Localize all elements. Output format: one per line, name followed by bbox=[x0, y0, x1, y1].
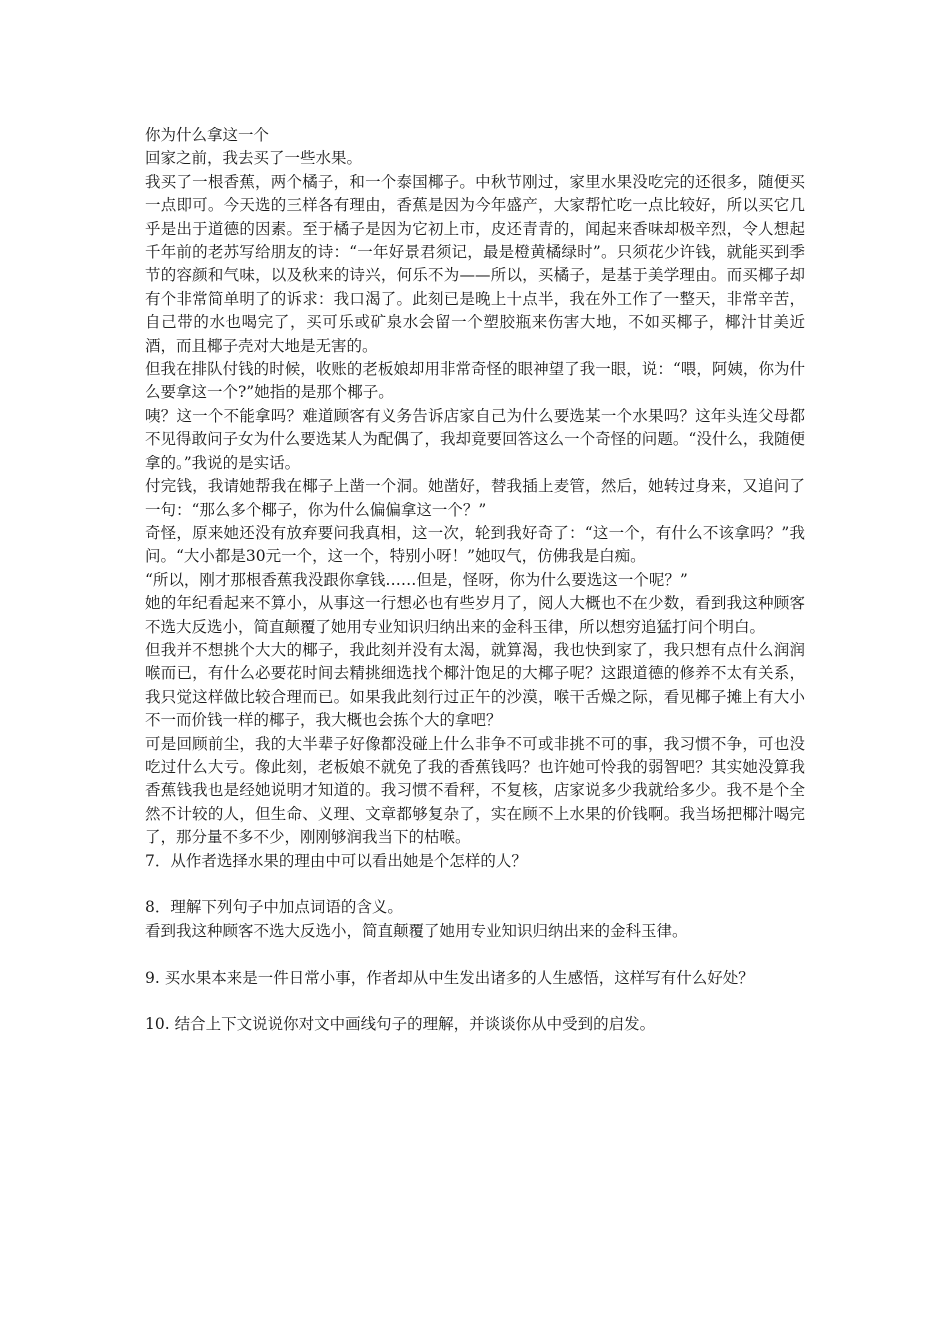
paragraph-6: 奇怪，原来她还没有放弃要问我真相，这一次，轮到我好奇了：“这一个，有什么不该拿吗？”我问。“大小都是30元一个，这一个，特别小呀！”她叹气，仿佛我是白痴。 bbox=[145, 523, 805, 566]
paragraph-9: 但我并不想挑个大大的椰子，我此刻并没有太渴，就算渴，我也快到家了，我只想有点什么润润喉而已，有什么必要花时间去精挑细选找个椰汁饱足的大椰子呢？这跟道德的修养不太有关系，我只觉这样做比较合理而已。如果我此刻行过正午的沙漠，喉干舌燥之际，看见椰子摊上有大小不一而价钱一样的椰子，我大概也会拣个大的拿吧？ bbox=[145, 640, 805, 730]
question-8-sentence: 看到我这种顾客不选大反选小，简直颠覆了她用专业知识归纳出来的金科玉律。 bbox=[145, 921, 688, 940]
question-9: 9. 买水果本来是一件日常小事，作者却从中生发出诸多的人生感悟，这样写有什么好处？ bbox=[145, 968, 754, 987]
document-body bbox=[145, 124, 805, 1037]
question-8: 8．理解下列句子中加点词语的含义。 bbox=[145, 898, 403, 917]
paragraph-7: “所以，刚才那根香蕉我没跟你拿钱……但是，怪呀，你为什么要选这一个呢？” bbox=[145, 570, 688, 589]
answer-space bbox=[145, 990, 805, 1013]
paragraph-10: 可是回顾前尘，我的大半辈子好像都没碰上什么非争不可或非挑不可的事，我习惯不争，可也没吃过什么大亏。像此刻，老板娘不就免了我的香蕉钱吗？也许她可怜我的弱智吧？其实她没算我香蕉钱我也是经她说明才知道的。我习惯不看秤，不复核，店家说多少我就给多少。我不是个全然不计较的人，但生命、义理、文章都够复杂了，实在顾不上水果的价钱啊。我当场把椰汁喝完了，那分量不多不少，刚刚够润我当下的枯喉。 bbox=[145, 734, 805, 847]
paragraph-1: 回家之前，我去买了一些水果。 bbox=[145, 149, 363, 168]
paragraph-4: 咦？这一个不能拿吗？难道顾客有义务告诉店家自己为什么要选某一个水果吗？这年头连父母都不见得敢问子女为什么要选某人为配偶了，我却竟要回答这么一个奇怪的问题。“没什么，我随便拿的。”我说的是实话。 bbox=[145, 406, 805, 472]
question-7: 7．从作者选择水果的理由中可以看出她是个怎样的人？ bbox=[145, 851, 527, 870]
paragraph-2: 我买了一根香蕉，两个橘子，和一个泰国椰子。中秋节刚过，家里水果没吃完的还很多，随便买一点即可。今天选的三样各有理由，香蕉是因为今年盛产，大家帮忙吃一点比较好，所以买它几乎是出于道德的因素。至于橘子是因为它初上市，皮还青青的，闻起来香味却极辛烈，令人想起千年前的老苏写给朋友的诗：“一年好景君须记，最是橙黄橘绿时”。只须花少许钱，就能买到季节的容颜和气味，以及秋来的诗兴，何乐不为——所以，买橘子，是基于美学理由。而买椰子却有个非常简单明了的诉求：我口渴了。此刻已是晚上十点半，我在外工作了一整天，非常辛苦，自己带的水也喝完了，买可乐或矿泉水会留一个塑胶瓶来伤害大地，不如买椰子，椰汁甘美近酒，而且椰子壳对大地是无害的。 bbox=[145, 172, 805, 355]
paragraph-5: 付完钱，我请她帮我在椰子上凿一个洞。她凿好，替我插上麦管，然后，她转过身来，又追问了一句：“那么多个椰子，你为什么偏偏拿这一个？” bbox=[145, 477, 805, 519]
answer-space bbox=[145, 873, 805, 896]
paragraph-3: 但我在排队付钱的时候，收账的老板娘却用非常奇怪的眼神望了我一眼，说：“喂，阿姨，你为什么要拿这一个?”她指的是那个椰子。 bbox=[145, 360, 805, 402]
question-10: 10. 结合上下文说说你对文中画线句子的理解，并谈谈你从中受到的启发。 bbox=[145, 1015, 656, 1034]
document-title: 你为什么拿这一个 bbox=[145, 126, 270, 144]
paragraph-8: 她的年纪看起来不算小，从事这一行想必也有些岁月了，阅人大概也不在少数，看到我这种顾客不选大反选小，简直颠覆了她用专业知识归纳出来的金科玉律，所以想穷追猛打问个明白。 bbox=[145, 594, 805, 636]
answer-space bbox=[145, 943, 805, 966]
